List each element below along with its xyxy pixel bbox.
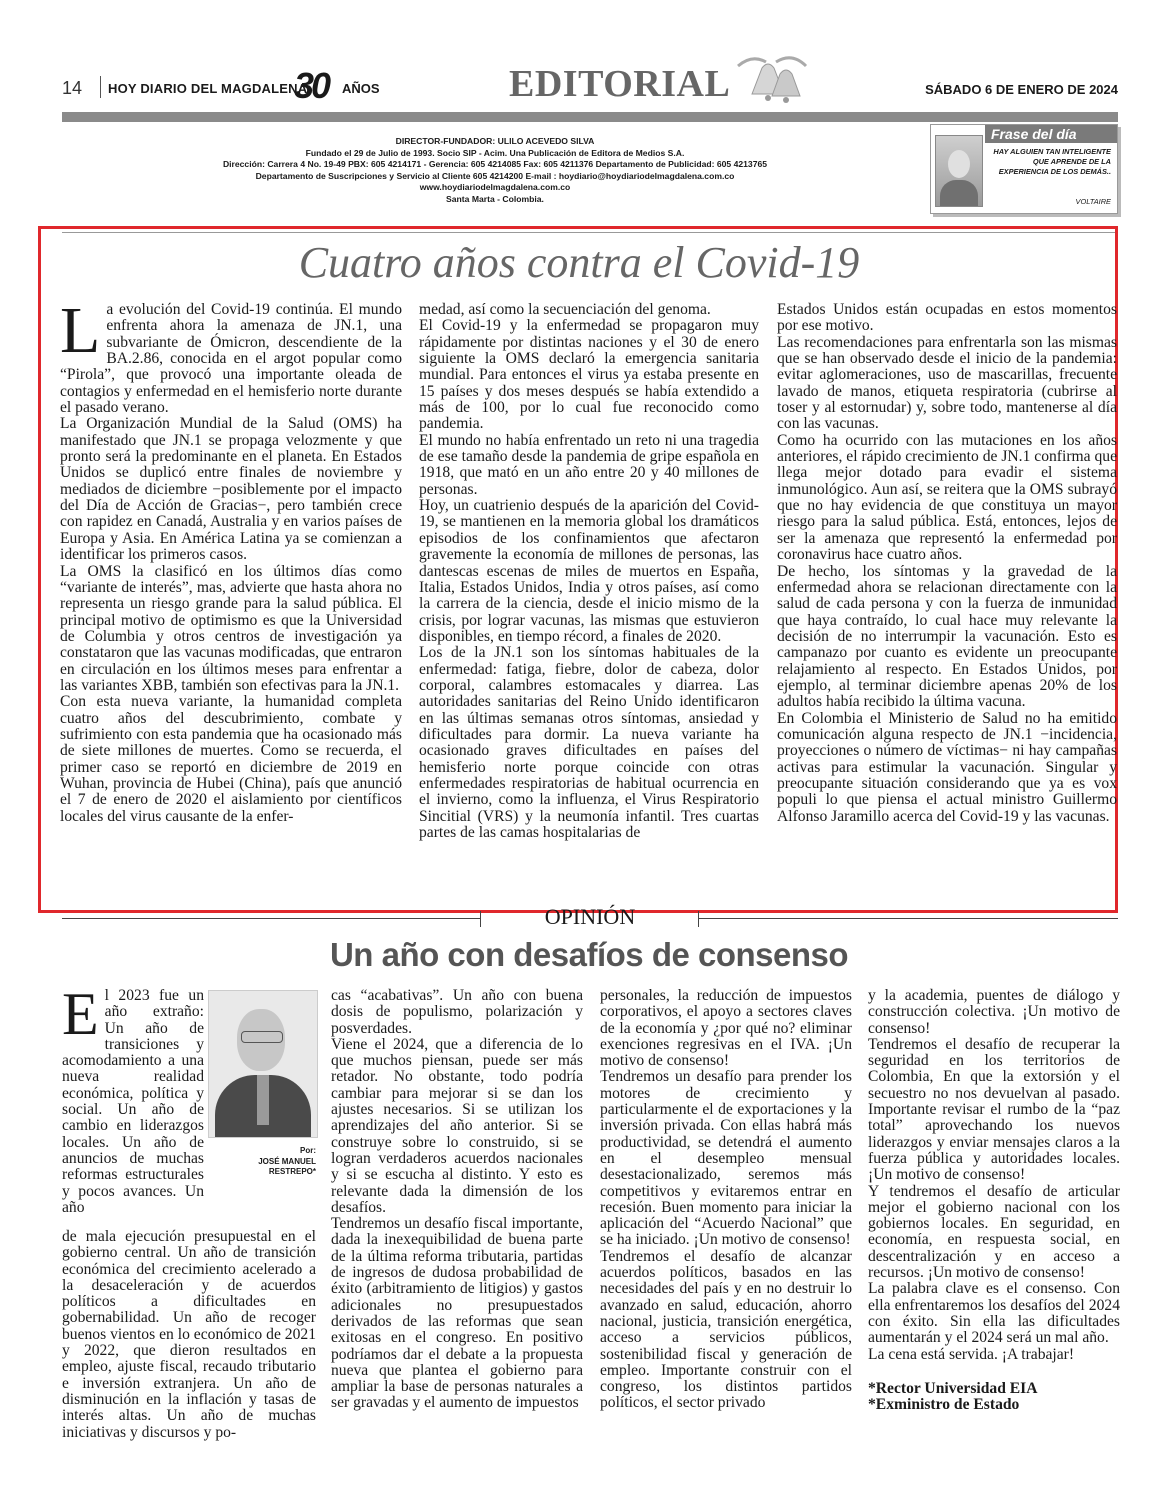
editorial-column-1 xyxy=(60,294,402,825)
header-divider xyxy=(100,76,101,98)
opinion-intro xyxy=(62,981,204,1216)
opinion-paragraph: cas “acabativas”. Un año con buena dosis de populismo, polarización y posverdades. xyxy=(331,987,583,1037)
christmas-bells-icon xyxy=(732,54,810,106)
opinion-rule-left xyxy=(62,918,480,919)
newspaper-name: HOY DIARIO DEL MAGDALENA xyxy=(108,81,308,96)
editorial-paragraph: Las recomendaciones para enfrentarla son las mismas que se han observado desde el inicio de la pandemia: evitar aglomeraciones, uso de mascarillas, frecuente lavado de manos, etiqueta respiratoria (cubrirse al toser y al estornudar) y, sobre todo, mantenerse al día con las vacunas. xyxy=(777,333,1117,433)
author-signature-line: *Exministro de Estado xyxy=(868,1396,1020,1414)
opinion-title: Un año con desafíos de consenso xyxy=(329,936,849,973)
opinion-paragraph: personales, la reducción de impuestos corporativos, el apoyo a sectores claves de la economía y ¿por qué no? eliminar exenciones regresivas en el IVA. ¡Un motivo de consenso! xyxy=(600,987,852,1070)
opinion-dropcap: E xyxy=(62,981,99,1047)
staff-box xyxy=(100,136,890,206)
editorial-paragraph: Como ha ocurrido con las mutaciones en los años anteriores, el rápido crecimiento de JN.1 confirma que llega mejor dotado para evadir el sistema inmunológico. Aun así, se reitera que la OMS subrayó que no hay evidencia de que constituya un mayor riesgo para la salud pública. Está, entonces, lejos de ser la amenaza que representó la enfermedad por coronavirus hace cuatro años. xyxy=(777,431,1117,564)
editorial-paragraph: La Organización Mundial de la Salud (OMS) ha manifestado que JN.1 se propaga velozmente y que pronto será la predominante en el planeta. En Estados Unidos se duplicó entre finales de noviembre y mediados de diciembre −posiblemente por el impacto del Día de Acción de Gracias−, pero también crece con rapidez en Canadá, Australia y en varios países de Europa y Asia. En América Latina ya se comienzan a identificar los primeros casos. xyxy=(60,415,402,564)
byline xyxy=(230,1146,316,1178)
opinion-paragraph: Viene el 2024, que a diferencia de lo que muchos piensan, puede ser más retador. No obstante, todo podría cambiar para mejorar si se dan los ajustes necesarios. Si se utilizan los aprendizajes del año anterior. Si se construye sobre lo construido, si se logran verdaderos acuerdos nacionales y si se escucha al distinto. Y esto es relevante dada la dimensión de los desafíos. xyxy=(331,1035,583,1216)
editorial-paragraph: La evolución del Covid-19 continúa. El mundo enfrenta ahora la amenaza de JN.1, una subvariante de Ómicron, descendiente de la BA.2.86, conocida en el argot popular como “Pirola”, que provocó una importante oleada de contagios y enfermedad en el hemisferio norte durante el pasado verano. xyxy=(60,294,402,417)
opinion-column-4 xyxy=(868,988,1120,1413)
opinion-column-1 xyxy=(62,1229,316,1441)
author-photo xyxy=(208,990,318,1138)
editorial-paragraph: Los de la JN.1 son los síntomas habituales de la enfermedad: fatiga, fiebre, dolor de cabeza, dolor corporal, calambres estomacales y diarrea. Las autoridades sanitarias del Reino Unido identificaron en las últimas semanas otros síntomas, ansiedad y dificultades para dormir. La nueva variante ha ocasionado graves dificultades en países del hemisferio norte porque coincide con otras enfermedades respiratorias de habitual ocurrencia en el invierno, como la influenza, el Virus Respiratorio Sincitial (VRS) y la neumonía infantil. Tres cuartas partes de las camas hospitalarias de xyxy=(419,644,759,841)
editorial-paragraph: Hoy, un cuatrienio después de la aparición del Covid-19, se mantienen en la memoria global los dramáticos episodios de los confinamientos que afectaron gravemente la economía de millones de personas, las dantescas escenas de miles de muertos en España, Italia, Estados Unidos, India y otros países, así como la carrera de la ciencia, desde el inicio mismo de la crisis, por lograr vacunas, las mismas que estuvieron disponibles, en tiempo récord, a finales de 2020. xyxy=(419,497,759,645)
staff-line: DIRECTOR-FUNDADOR: ULILO ACEVEDO SILVA xyxy=(395,136,595,146)
staff-line: Departamento de Suscripciones y Servicio al Cliente 605 4214200 E-mail : hoydiario@hoydiariodelmagdalena.com.co xyxy=(255,170,735,181)
opinion-label: OPINIÓN xyxy=(544,904,636,929)
editorial-paragraph: En Colombia el Ministerio de Salud no ha emitido comunicación alguna respecto de JN.1 −incidencia, proyecciones o número de víctimas− ni hay campañas activas para estimular la vacunación. Singular y preocupante situación considerando que ya es vox populi lo que piensa el actual ministro Guillermo Alfonso Jaramillo acerca del Covid-19 y las vacunas. xyxy=(777,709,1117,825)
opinion-column-2 xyxy=(331,988,583,1412)
opinion-column-3 xyxy=(600,988,852,1412)
staff-line: www.hoydiariodelmagdalena.com.co xyxy=(419,182,571,193)
staff-line: Santa Marta - Colombia. xyxy=(446,193,544,204)
quote-of-the-day-box xyxy=(930,124,1118,214)
opinion-paragraph: La cena está servida. ¡A trabajar! xyxy=(868,1345,1075,1363)
opinion-paragraph: La palabra clave es el consenso. Con ella enfrentaremos los desafíos del 2024 con éxito. Sin ella las dificultades aumentarán y el 2024 será un mal año. xyxy=(868,1280,1120,1347)
opinion-section-header xyxy=(62,904,1118,930)
editorial-dropcap: L xyxy=(60,294,101,367)
opinion-paragraph: de mala ejecución presupuestal en el gobierno central. Un año de transición económica del crecimiento acelerado a la desaceleración y de acuerdos políticos a dificultades en gobernabilidad. Un año de recoger buenos vientos en lo económico de 2021 y 2022, que dieron resultados en empleo, ajuste fiscal, recaudo tributario e inversión extranjera. Un año de disminución en la inflación y tasas de interés altas. Un año de muchas iniciativas y discursos y po- xyxy=(62,1228,316,1441)
quote-box-title: Frase del día xyxy=(985,125,1117,143)
editorial-paragraph: De hecho, los síntomas y la gravedad de la enfermedad ahora se relacionan directamente con la salud de cada persona y con la fuerza de inmunidad que haya contraído, lo cual hace muy relevante la decisión de no interrumpir la vacunación. Esto es campanazo por cuanto es evidente un preocupante relajamiento al respecto. En Estados Unidos, por ejemplo, al terminar diciembre apenas 20% de los adultos había recibido la última vacuna. xyxy=(777,562,1117,711)
editorial-paragraph: El mundo no había enfrentado un reto ni una tragedia de ese tamaño desde la pandemia de gripe española en 1918, que mató en un año entre 20 y 40 millones de personas. xyxy=(419,431,759,498)
author-signature-line: *Rector Universidad EIA xyxy=(868,1379,1038,1397)
opinion-paragraph: Tendremos el desafío de recuperar la seguridad en los territorios de Colombia, En que la extorsión y el secuestro no nos devuelvan al pasado. Importante revisar el rumbo de la “paz total” aprovechando los nuevos liderazgos y enviar mensajes claros a la fuerza pública y autoridades locales. ¡Un motivo de consenso! xyxy=(868,1035,1120,1184)
section-title: EDITORIAL xyxy=(509,63,731,105)
editorial-column-2 xyxy=(419,302,759,841)
opinion-rule-tick xyxy=(698,911,699,927)
byline-name: JOSÉ MANUEL RESTREPO* xyxy=(258,1156,316,1176)
editorial-paragraph: La OMS la clasificó en los últimos días como “variante de interés”, mas, advierte que hasta ahora no representa un riesgo grande para la salud pública. El principal motivo de optimismo es que la Universidad de Columbia y otros centros de investigación ya constataron que las vacunas modificadas, que entraron en circulación en los últimos meses para enfrentar a las variantes XBB, también son efectivas para la JN.1. xyxy=(60,562,402,694)
editorial-paragraph: El Covid-19 y la enfermedad se propagaron muy rápidamente por distintas naciones y el 30 de enero siguiente la OMS declaró la emergencia sanitaria mundial. Para entonces el virus ya estaba presente en 15 países y dos meses después se había extendido a más de 100, por lo cual fue reconocido como pandemia. xyxy=(419,317,759,433)
opinion-paragraph: y la academia, puentes de diálogo y construcción colectiva. ¡Un motivo de consenso! xyxy=(868,987,1120,1037)
quote-text: HAY ALGUIEN TAN INTELIGENTE QUE APRENDE DE LA EXPERIENCIA DE LOS DEMÁS.. xyxy=(993,147,1111,176)
byline-por: Por: xyxy=(300,1146,316,1155)
editorial-paragraph: Con esta nueva variante, la humanidad completa cuatro años del descubrimiento, combate y sufrimiento con esta pandemia que ha ocasionado más de siete millones de muertes. Como se recuerda, el primer caso se reportó en diciembre de 2019 en Wuhan, provincia de Hubei (China), país que anunció el 7 de enero de 2020 el aislamiento por científicos locales del virus causante de la enfer- xyxy=(60,693,402,825)
masthead xyxy=(62,62,1118,112)
voltaire-portrait xyxy=(935,135,983,207)
editorial-paragraph: Estados Unidos están ocupadas en estos momentos por ese motivo. xyxy=(777,301,1117,335)
quote-author: VOLTAIRE xyxy=(1075,197,1111,206)
staff-line: Fundado el 29 de Julio de 1993. Socio SIP - Acim. Una Publicación de Editora de Medios S.A. xyxy=(305,147,685,158)
publication-date: SÁBADO 6 DE ENERO DE 2024 xyxy=(925,82,1118,97)
opinion-rule-right xyxy=(698,918,1118,919)
opinion-paragraph: Tendremos un desafío para prender los motores de crecimiento y particularmente el de exportaciones y la inversión privada. Con ellas habrá más productividad, se detendrá el aumento en el desempleo mensual desestacionalizado, seremos más competitivos y evitaremos entrar en recesión. Buen momento para iniciar la aplicación del “Acuerdo Nacional” que se ha iniciado. ¡Un motivo de consenso! xyxy=(600,1068,852,1249)
opinion-paragraph: Tendremos un desafío fiscal importante, dada la inexequibilidad de buena parte de la última reforma tributaria, partidas de ingresos de dudosa probabilidad de éxito (arbitramiento de litigios) y gastos adicionales no presupuestados derivados de las reformas que sean exitosas en el congreso. En positivo podríamos dar el debate a la propuesta nueva que plantea el gobierno para ampliar la base de personas naturales a ser gravadas y el aumento de impuestos xyxy=(331,1215,583,1412)
editorial-column-3 xyxy=(777,302,1117,825)
opinion-paragraph: Y tendremos el desafío de articular mejor el gobierno nacional con los gobiernos locales. En seguridad, en economía, en respuesta social, en descentralización y en acceso a recursos. ¡Un motivo de consenso! xyxy=(868,1182,1120,1282)
editorial-title: Cuatro años contra el Covid-19 xyxy=(298,238,860,287)
page-number: 14 xyxy=(62,78,83,98)
opinion-paragraph: Tendremos el desafío de alcanzar acuerdos políticos, basados en las necesidades del país y en no destruir lo avanzado en salud, educación, ahorro nacional, justicia, transición energética, acceso a servicios públicos, sostenibilidad fiscal y generación de empleo. Importante construir con el congreso, los distintos partidos políticos, el sector privado xyxy=(600,1247,852,1412)
opinion-paragraph: El 2023 fue un año extraño: Un año de transiciones y acomodamiento a una nueva realidad económica, política y social. Un año de cambio en liderazgos locales. Un año de anuncios de muchas reformas estructurales y pocos avances. Un año xyxy=(62,981,204,1216)
editorial-paragraph: medad, así como la secuenciación del genoma. xyxy=(419,301,711,318)
staff-line: Dirección: Carrera 4 No. 19-49 PBX: 605 4214171 - Gerencia: 605 4214085 Fax: 605 4211376 Departamento de Publicidad: 605 4213765 xyxy=(222,159,768,170)
header-bar xyxy=(62,112,1118,122)
opinion-rule-tick xyxy=(480,911,481,927)
spacer xyxy=(868,1363,1120,1381)
anniversary-logo-number: 30 xyxy=(294,65,329,106)
anniversary-logo-word: AÑOS xyxy=(342,81,380,96)
